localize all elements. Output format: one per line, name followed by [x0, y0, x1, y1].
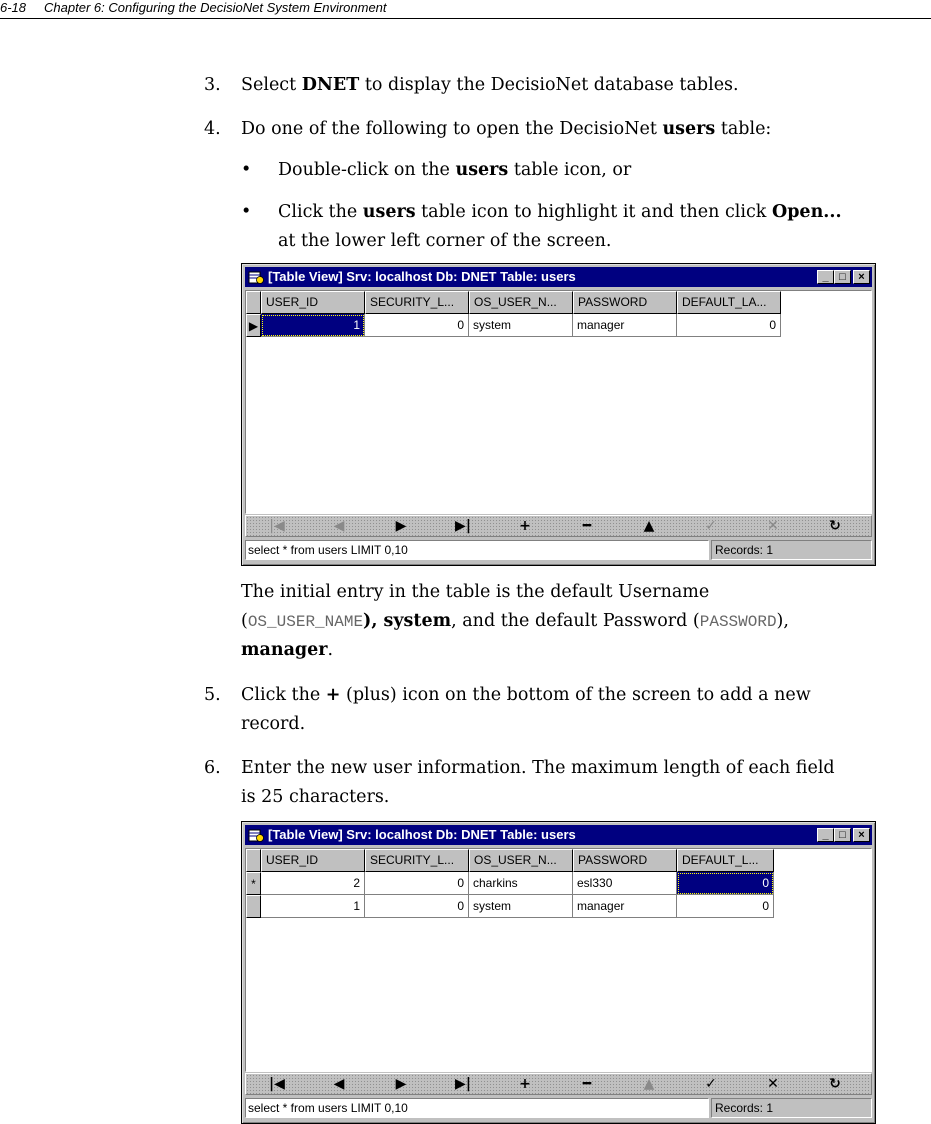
- column-header-password[interactable]: PASSWORD: [573, 849, 677, 872]
- close-button[interactable]: ×: [853, 270, 870, 284]
- maximize-button[interactable]: □: [834, 270, 851, 284]
- last-record-icon[interactable]: ▶|: [455, 1076, 471, 1092]
- step-number: 4.: [204, 119, 221, 139]
- minimize-button[interactable]: _: [817, 270, 834, 284]
- delete-record-icon[interactable]: ━: [582, 518, 592, 534]
- cell-user-id[interactable]: 1: [261, 314, 365, 337]
- minimize-button[interactable]: _: [817, 828, 834, 842]
- close-button[interactable]: ×: [853, 828, 870, 842]
- data-grid[interactable]: [245, 290, 872, 514]
- bullet-mark: •: [241, 160, 252, 180]
- cell-security-level[interactable]: 0: [365, 895, 469, 918]
- cell-default-language[interactable]: 0: [677, 872, 774, 895]
- post-edit-icon[interactable]: ✓: [705, 1076, 717, 1092]
- cell-password[interactable]: manager: [573, 895, 677, 918]
- cell-user-id[interactable]: 1: [261, 895, 365, 918]
- column-header-password[interactable]: PASSWORD: [573, 291, 677, 314]
- last-record-icon[interactable]: ▶|: [455, 518, 471, 534]
- column-header-security-level[interactable]: SECURITY_L...: [365, 849, 469, 872]
- step-number: 5.: [204, 685, 221, 705]
- column-header-security-level[interactable]: SECURITY_L...: [365, 291, 469, 314]
- next-record-icon[interactable]: ▶: [395, 518, 407, 534]
- sql-query-field[interactable]: select * from users LIMIT 0,10: [245, 540, 709, 560]
- refresh-icon[interactable]: ↻: [829, 518, 841, 534]
- chapter-title: Chapter 6: Configuring the DecisioNet System Environment: [44, 0, 387, 15]
- table-view-app-icon: [248, 269, 264, 285]
- page-number: 6-18: [0, 0, 27, 15]
- bullet-2-line2: at the lower left corner of the screen.: [278, 231, 612, 251]
- maximize-button[interactable]: □: [834, 828, 851, 842]
- navigator-toolbar: [245, 1073, 872, 1095]
- data-grid[interactable]: [245, 848, 872, 1072]
- table-view-app-icon: [248, 827, 264, 843]
- insert-record-icon[interactable]: +: [519, 1076, 531, 1092]
- column-header-user-id[interactable]: USER_ID: [261, 849, 365, 872]
- cell-default-language[interactable]: 0: [677, 314, 781, 337]
- title-bar[interactable]: [245, 825, 872, 845]
- title-bar[interactable]: [245, 267, 872, 287]
- note-line-1: The initial entry in the table is the default Username: [241, 582, 710, 602]
- table-view-window-1: [241, 263, 876, 566]
- edit-record-icon[interactable]: ▲: [643, 518, 655, 534]
- step-5-line2: record.: [241, 714, 306, 734]
- delete-record-icon[interactable]: ━: [582, 1076, 592, 1092]
- window-title: [Table View] Srv: localhost Db: DNET Table: users: [268, 827, 576, 842]
- cell-password[interactable]: manager: [573, 314, 677, 337]
- bullet-mark: •: [241, 202, 252, 222]
- records-count: Records: 1: [711, 1098, 872, 1118]
- row-indicator-header: [246, 291, 261, 314]
- navigator-toolbar: [245, 515, 872, 537]
- cell-user-id[interactable]: 2: [261, 872, 365, 895]
- cancel-edit-icon[interactable]: ✕: [767, 1076, 779, 1092]
- cell-os-user-name[interactable]: system: [469, 314, 573, 337]
- insert-record-icon[interactable]: +: [519, 518, 531, 534]
- prior-record-icon[interactable]: ◀: [333, 1076, 345, 1092]
- cell-os-user-name[interactable]: charkins: [469, 872, 573, 895]
- current-row-indicator-icon: ▶: [246, 314, 261, 337]
- cell-security-level[interactable]: 0: [365, 314, 469, 337]
- next-record-icon[interactable]: ▶: [395, 1076, 407, 1092]
- cell-os-user-name[interactable]: system: [469, 895, 573, 918]
- edit-record-icon[interactable]: ▲: [643, 1076, 655, 1092]
- prior-record-icon[interactable]: ◀: [333, 518, 345, 534]
- sql-query-field[interactable]: select * from users LIMIT 0,10: [245, 1098, 709, 1118]
- column-header-os-user-name[interactable]: OS_USER_N...: [469, 849, 573, 872]
- column-header-default-language[interactable]: DEFAULT_L...: [677, 849, 774, 872]
- note-line-2: (OS_USER_NAME), system, and the default Password (PASSWORD),: [241, 611, 789, 631]
- records-count: Records: 1: [711, 540, 872, 560]
- first-record-icon[interactable]: |◀: [269, 518, 285, 534]
- row-indicator: [246, 895, 261, 918]
- first-record-icon[interactable]: |◀: [269, 1076, 285, 1092]
- step-6-line2: is 25 characters.: [241, 787, 390, 807]
- cell-default-language[interactable]: 0: [677, 895, 774, 918]
- cell-password[interactable]: esl330: [573, 872, 677, 895]
- column-header-user-id[interactable]: USER_ID: [261, 291, 365, 314]
- new-row-indicator-icon: *: [246, 872, 261, 895]
- step-number: 3.: [204, 75, 221, 95]
- cell-security-level[interactable]: 0: [365, 872, 469, 895]
- note-line-3: manager.: [241, 640, 334, 660]
- post-edit-icon[interactable]: ✓: [705, 518, 717, 534]
- running-header: [0, 0, 931, 19]
- cancel-edit-icon[interactable]: ✕: [767, 518, 779, 534]
- refresh-icon[interactable]: ↻: [829, 1076, 841, 1092]
- table-view-window-2: [241, 821, 876, 1124]
- window-title: [Table View] Srv: localhost Db: DNET Table: users: [268, 269, 576, 284]
- row-indicator-header: [246, 849, 261, 872]
- column-header-os-user-name[interactable]: OS_USER_N...: [469, 291, 573, 314]
- step-number: 6.: [204, 758, 221, 778]
- column-header-default-language[interactable]: DEFAULT_LA...: [677, 291, 781, 314]
